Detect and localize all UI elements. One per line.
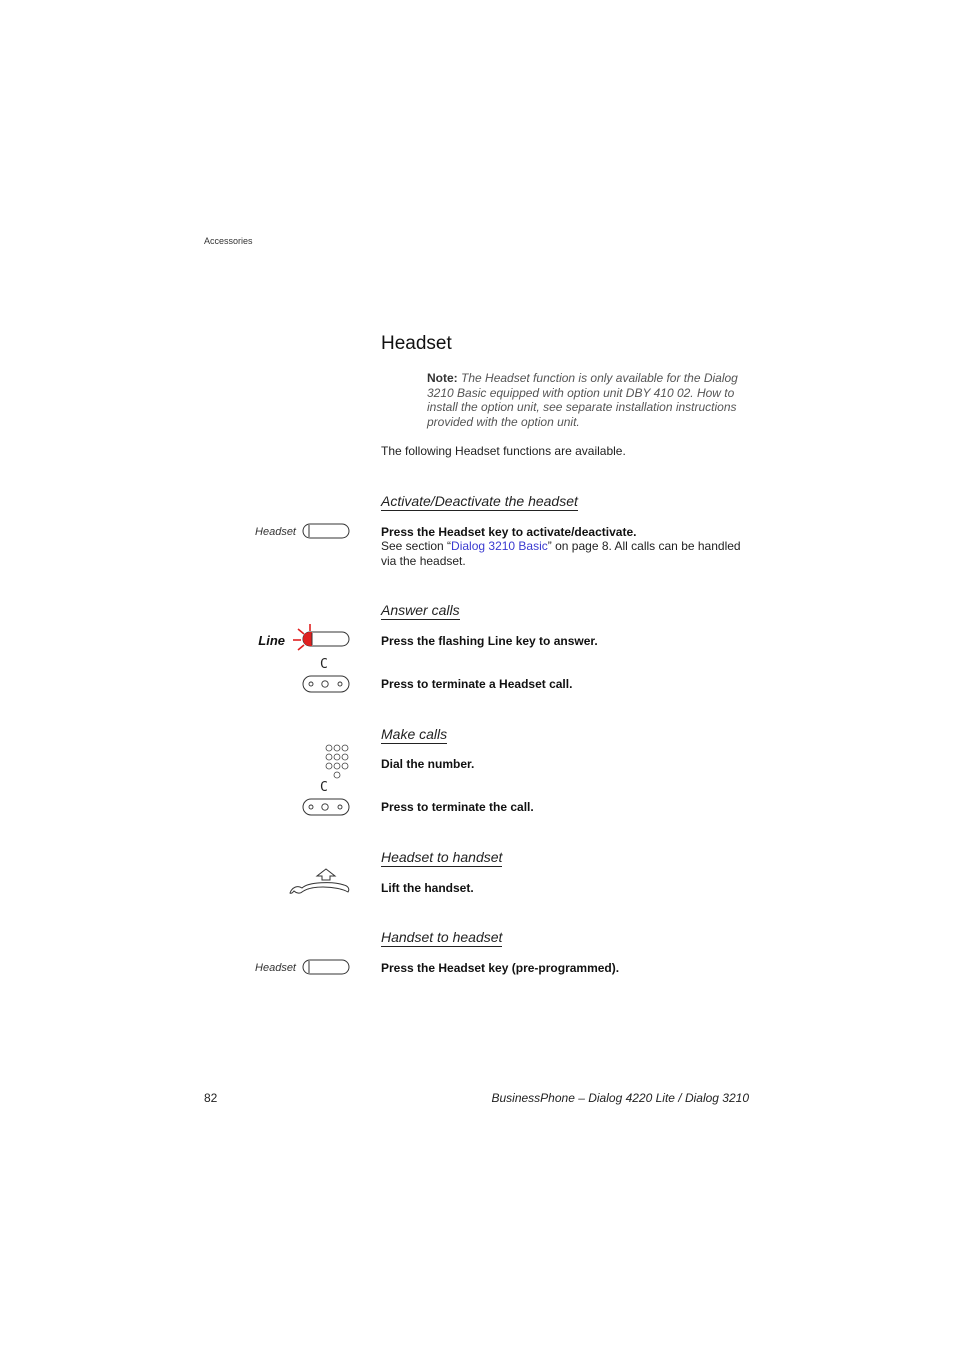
page-number: 82 [204, 1091, 218, 1105]
clear-key-icon[interactable] [302, 675, 350, 693]
headset-key-icon-2[interactable] [302, 959, 350, 975]
see-section-before: See section “ [381, 539, 452, 553]
clear-key-letter-2: C [320, 780, 328, 795]
step-press-headset-preprogrammed: Press the Headset key (pre-programmed). [381, 961, 620, 975]
footer-product-name: BusinessPhone – Dialog 4220 Lite / Dialog 3210 [491, 1091, 749, 1105]
dialog-3210-basic-link[interactable]: Dialog 3210 Basic [451, 539, 548, 553]
page-title: Headset [381, 333, 452, 354]
line-key-flashing-icon[interactable] [290, 622, 350, 652]
section-label: Accessories [204, 236, 253, 246]
step-press-headset-key: Press the Headset key to activate/deactivate. [381, 525, 637, 539]
headset-key-label: Headset [255, 526, 296, 538]
step-terminate-call: Press to terminate the call. [381, 800, 534, 814]
line-key-label: Line [258, 633, 285, 648]
step-terminate-headset-call: Press to terminate a Headset call. [381, 677, 573, 691]
headset-key-label-2: Headset [255, 962, 296, 974]
heading-activate-deactivate: Activate/Deactivate the headset [381, 493, 578, 509]
heading-headset-to-handset: Headset to handset [381, 849, 503, 865]
heading-make-calls: Make calls [381, 726, 448, 742]
clear-key-letter: C [320, 657, 328, 672]
step-dial-number: Dial the number. [381, 757, 475, 771]
intro-text: The following Headset functions are available. [381, 444, 626, 458]
step-press-line-key: Press the flashing Line key to answer. [381, 634, 598, 648]
headset-key-icon[interactable] [302, 523, 350, 539]
step-see-section [381, 539, 741, 569]
see-section-after: ” on page 8. All calls can be handled via the headset. [381, 539, 741, 568]
clear-key-icon-2[interactable] [302, 798, 350, 816]
heading-answer-calls: Answer calls [381, 602, 460, 618]
note-label: Note: [427, 371, 458, 385]
note-text: The Headset function is only available for the Dialog 3210 Basic equipped with option unit DBY 410 02. How to install the option unit, see separate installation instructions provided with the option unit. [427, 371, 738, 429]
heading-handset-to-headset: Handset to headset [381, 929, 503, 945]
keypad-icon[interactable] [324, 743, 352, 781]
note-block [427, 371, 757, 429]
step-lift-handset: Lift the handset. [381, 881, 474, 895]
lift-handset-icon[interactable] [288, 867, 352, 897]
